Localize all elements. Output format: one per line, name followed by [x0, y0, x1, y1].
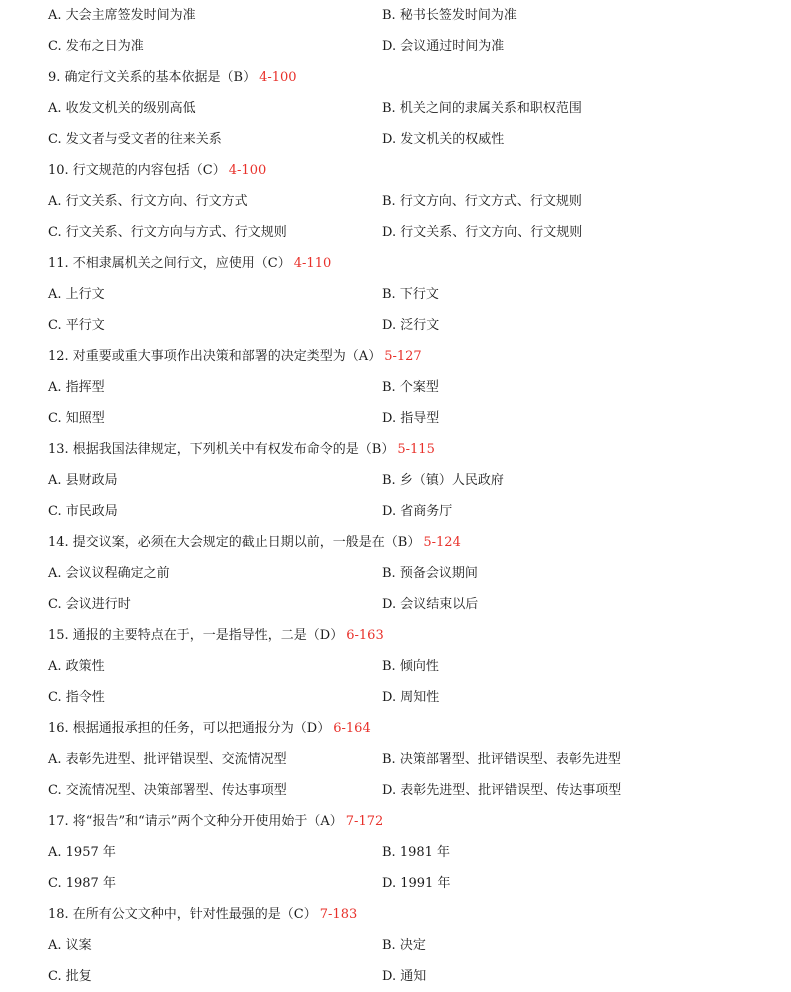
option-left: A. 行文关系、行文方向、行文方式 [48, 194, 248, 209]
options-row [48, 651, 791, 682]
option-left: A. 议案 [48, 938, 92, 953]
option-right: D. 会议通过时间为准 [382, 39, 505, 54]
question-text: 9. 确定行文关系的基本依据是（B） [48, 70, 257, 85]
options-row [48, 682, 791, 713]
question-line [48, 341, 791, 372]
option-right: D. 行文关系、行文方向、行文规则 [382, 225, 583, 240]
page-reference: 4-100 [228, 163, 267, 178]
option-right: B. 决定 [382, 938, 426, 953]
option-left: C. 发布之日为准 [48, 39, 144, 54]
page-reference: 4-100 [259, 70, 297, 85]
question-line [48, 62, 791, 93]
options-row [48, 465, 791, 496]
option-right: B. 1981 年 [382, 845, 451, 860]
option-right: D. 通知 [382, 969, 427, 984]
options-row [48, 961, 791, 992]
options-row [48, 279, 791, 310]
option-left: A. 大会主席签发时间为准 [48, 8, 196, 23]
option-left: C. 交流情况型、决策部署型、传达事项型 [48, 783, 287, 798]
question-text: 15. 通报的主要特点在于，一是指导性，二是（D） [48, 628, 344, 643]
options-row [48, 775, 791, 806]
option-left: C. 会议进行时 [48, 597, 131, 612]
question-text: 16. 根据通报承担的任务，可以把通报分为（D） [48, 721, 331, 736]
page-reference: 5-115 [397, 442, 435, 457]
options-row [48, 744, 791, 775]
options-row [48, 0, 791, 31]
options-row [48, 93, 791, 124]
option-left: A. 县财政局 [48, 473, 118, 488]
options-row [48, 217, 791, 248]
option-left: C. 发文者与受文者的往来关系 [48, 132, 222, 147]
question-text: 18. 在所有公文文种中，针对性最强的是（C） [48, 907, 317, 922]
option-right: D. 指导型 [382, 411, 440, 426]
question-line [48, 248, 791, 279]
options-row [48, 558, 791, 589]
option-right: B. 行文方向、行文方式、行文规则 [382, 194, 582, 209]
question-line [48, 620, 791, 651]
options-row [48, 186, 791, 217]
options-row [48, 31, 791, 62]
option-right: D. 省商务厅 [382, 504, 453, 519]
option-right: D. 泛行文 [382, 318, 440, 333]
option-left: C. 知照型 [48, 411, 105, 426]
option-right: D. 会议结束以后 [382, 597, 479, 612]
option-left: C. 指令性 [48, 690, 105, 705]
option-right: D. 1991 年 [382, 876, 451, 891]
question-line [48, 434, 791, 465]
option-right: B. 下行文 [382, 287, 439, 302]
option-left: A. 1957 年 [48, 845, 116, 860]
option-right: D. 周知性 [382, 690, 440, 705]
question-text: 11. 不相隶属机关之间行文，应使用（C） [48, 256, 291, 271]
option-left: A. 指挥型 [48, 380, 105, 395]
question-line [48, 806, 791, 837]
option-left: C. 行文关系、行文方向与方式、行文规则 [48, 225, 287, 240]
question-line [48, 899, 791, 930]
option-left: A. 上行文 [48, 287, 105, 302]
option-left: C. 市民政局 [48, 504, 118, 519]
page-reference: 7-172 [345, 814, 384, 829]
page-reference: 4-110 [293, 256, 332, 271]
option-right: D. 发文机关的权威性 [382, 132, 505, 147]
question-text: 14. 提交议案，必须在大会规定的截止日期以前，一般是在（B） [48, 535, 421, 550]
option-right: B. 乡（镇）人民政府 [382, 473, 504, 488]
question-text: 12. 对重要或重大事项作出决策和部署的决定类型为（A） [48, 349, 382, 364]
options-row [48, 930, 791, 961]
option-right: B. 决策部署型、批评错误型、表彰先进型 [382, 752, 621, 767]
options-row [48, 589, 791, 620]
options-row [48, 837, 791, 868]
options-row [48, 124, 791, 155]
option-left: C. 1987 年 [48, 876, 116, 891]
question-text: 13. 根据我国法律规定，下列机关中有权发布命令的是（B） [48, 442, 395, 457]
question-line [48, 155, 791, 186]
page-reference: 5-127 [384, 349, 422, 364]
option-right: D. 表彰先进型、批评错误型、传达事项型 [382, 783, 622, 798]
option-right: B. 倾向性 [382, 659, 439, 674]
option-left: A. 政策性 [48, 659, 105, 674]
options-row [48, 403, 791, 434]
option-left: C. 批复 [48, 969, 92, 984]
option-left: A. 收发文机关的级别高低 [48, 101, 196, 116]
options-row [48, 372, 791, 403]
options-row [48, 310, 791, 341]
option-right: B. 预备会议期间 [382, 566, 478, 581]
question-text: 10. 行文规范的内容包括（C） [48, 163, 226, 178]
question-text: 17. 将“报告”和“请示”两个文种分开使用始于（A） [48, 814, 343, 829]
question-line [48, 527, 791, 558]
options-row [48, 496, 791, 527]
option-left: A. 表彰先进型、批评错误型、交流情况型 [48, 752, 287, 767]
page-reference: 6-164 [333, 721, 371, 736]
option-right: B. 机关之间的隶属关系和职权范围 [382, 101, 582, 116]
page-reference: 5-124 [423, 535, 461, 550]
question-line [48, 713, 791, 744]
page-reference: 7-183 [319, 907, 358, 922]
page-reference: 6-163 [346, 628, 384, 643]
option-right: B. 秘书长签发时间为准 [382, 8, 517, 23]
option-left: C. 平行文 [48, 318, 105, 333]
option-right: B. 个案型 [382, 380, 439, 395]
options-row [48, 868, 791, 899]
option-left: A. 会议议程确定之前 [48, 566, 170, 581]
